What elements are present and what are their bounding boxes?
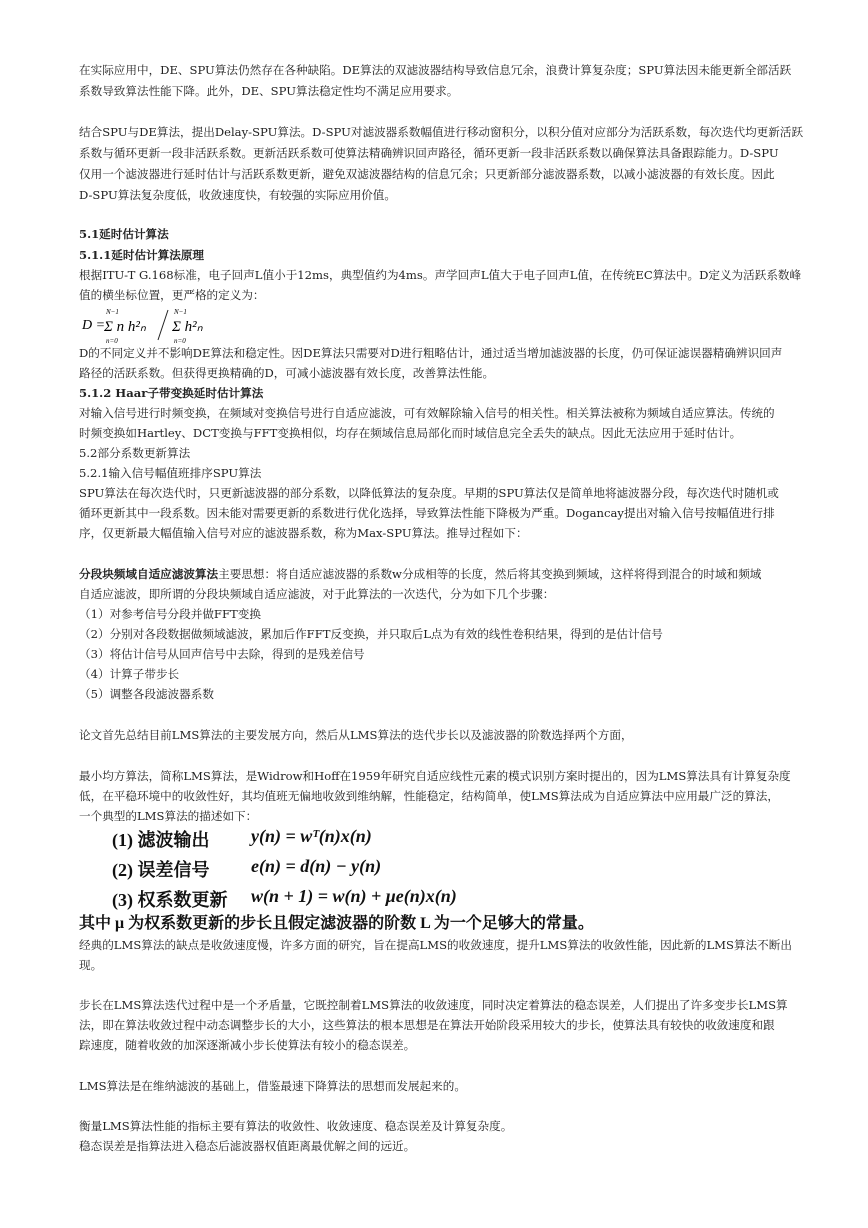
paragraph-line: 现。 [79, 958, 103, 972]
lms-step-label: (3) 权系数更新 [112, 890, 228, 910]
subsection-heading: 5.2.1输入信号幅值班排序SPU算法 [79, 466, 262, 480]
paragraph-line: SPU算法在每次迭代时，只更新滤波器的部分系数，以降低算法的复杂度。早期的SPU算法仅是简单地将滤波器分段，每次迭代时随机或 [79, 486, 779, 500]
lms-step-equation: w(n + 1) = w(n) + μe(n)x(n) [251, 886, 457, 906]
subsection-heading: 5.1.2 Haar子带变换延时估计算法 [79, 386, 264, 400]
paragraph-line: 路径的活跃系数。但获得更换精确的D，可减小滤波器有效长度，改善算法性能。 [79, 366, 495, 380]
lms-note: 其中 μ 为权系数更新的步长且假定滤波器的阶数 L 为一个足够大的常量。 [79, 915, 594, 932]
formula-upper-limit: N−1 [106, 308, 119, 316]
section-heading: 5.1延时估计算法 [79, 227, 169, 241]
lms-step-equation: y(n) = wᵀ(n)x(n) [251, 826, 372, 846]
paragraph-line: 时频变换如Hartley、DCT变换与FFT变换相似，均存在频域信息局部化而时域信息完全丢失的缺点。因此无法应用于延时估计。 [79, 426, 742, 440]
lms-step-label: (2) 误差信号 [112, 860, 210, 880]
formula-denominator: Σ h²ₙ [172, 319, 203, 335]
paragraph-line: D-SPU算法复杂度低，收敛速度快，有较强的实际应用价值。 [79, 188, 396, 202]
paragraph-line: 衡量LMS算法性能的指标主要有算法的收敛性、收敛速度、稳态误差及计算复杂度。 [79, 1119, 513, 1133]
formula-divider [158, 310, 168, 340]
paragraph-text: 主要思想：将自适应滤波器的系数w分成相等的长度，然后将其变换到频域，这样将得到混合的时域和频域 [218, 567, 762, 581]
formula-upper-limit: N−1 [174, 308, 187, 316]
bold-term: 分段块频域自适应滤波算法 [79, 567, 219, 581]
section-heading: 5.2部分系数更新算法 [79, 446, 191, 460]
formula-lower-limit: n=0 [174, 337, 186, 345]
paragraph-line: 值的横坐标位置，更严格的定义为： [79, 288, 265, 302]
paragraph-line: 论文首先总结目前LMS算法的主要发展方向，然后从LMS算法的迭代步长以及滤波器的阶数选择两个方面， [79, 728, 633, 742]
paragraph-line: LMS算法是在维纳滤波的基础上，借鉴最速下降算法的思想而发展起来的。 [79, 1079, 466, 1093]
list-item: （2）分别对各段数据做频域滤波，累加后作FFT反变换，并只取后L点为有效的线性卷积结果，得到的是估计信号 [79, 627, 663, 641]
formula-d-graphic [80, 306, 240, 346]
lms-step-equation: e(n) = d(n) − y(n) [251, 856, 382, 876]
paragraph-line: 根据ITU-T G.168标准，电子回声L值小于12ms，典型值约为4ms。声学回声L值大于电子回声L值，在传统EC算法中。D定义为活跃系数峰 [79, 268, 802, 282]
paragraph-line: 对输入信号进行时频变换，在频域对变换信号进行自适应滤波，可有效解除输入信号的相关性。相关算法被称为频域自适应算法。传统的 [79, 406, 775, 420]
paragraph-line: 序，仅更新最大幅值输入信号对应的滤波器系数，称为Max-SPU算法。推导过程如下： [79, 526, 528, 540]
formula-numerator: Σ n h²ₙ [104, 319, 146, 335]
paragraph-line: 低，在平稳环境中的收敛性好，其均值班无偏地收敛到维纳解，性能稳定，结构简单，使LMS算法成为自适应算法中应用最广泛的算法， [79, 789, 779, 803]
paragraph-line: 法，即在算法收敛过程中动态调整步长的大小，这些算法的根本思想是在算法开始阶段采用较大的步长，使算法具有较快的收敛速度和跟 [79, 1018, 775, 1032]
paragraph-line: 结合SPU与DE算法，提出Delay-SPU算法。D-SPU对滤波器系数幅值进行移动窗积分，以积分值对应部分为活跃系数，每次迭代均更新活跃 [79, 125, 804, 139]
formula-lower-limit: n=0 [106, 337, 118, 345]
paragraph-line: 一个典型的LMS算法的描述如下： [79, 809, 258, 823]
paragraph-line: 在实际应用中，DE、SPU算法仍然存在各种缺陷。DE算法的双滤波器结构导致信息冗余，浪费计算复杂度；SPU算法因未能更新全部活跃 [79, 63, 792, 77]
list-item: （5）调整各段滤波器系数 [79, 687, 214, 701]
lms-step [79, 856, 619, 882]
paragraph-line: 稳态误差是指算法进入稳态后滤波器权值距离最优解之间的远近。 [79, 1139, 416, 1153]
paragraph-line: 循环更新其中一段系数。因未能对需要更新的系数进行优化选择，导致算法性能下降极为严重。Dogancay提出对输入信号按幅值进行排 [79, 506, 775, 520]
paragraph-line: 最小均方算法，简称LMS算法，是Widrow和Hoff在1959年研究自适应线性元素的模式识别方案时提出的，因为LMS算法具有计算复杂度 [79, 769, 791, 783]
lms-step-label: (1) 滤波输出 [112, 830, 210, 850]
subsection-heading: 5.1.1延时估计算法原理 [79, 248, 205, 262]
paragraph-line: 步长在LMS算法迭代过程中是一个矛盾量，它既控制着LMS算法的收敛速度，同时决定着算法的稳态误差，人们提出了许多变步长LMS算 [79, 998, 788, 1012]
formula-lhs: D = [82, 318, 106, 333]
lms-step [79, 886, 619, 912]
paragraph-line: 仅用一个滤波器进行延时估计与活跃系数更新，避免双滤波器结构的信息冗余；只更新部分滤波器系数，以减小滤波器的有效长度。因此 [79, 167, 775, 181]
list-item: （4）计算子带步长 [79, 667, 180, 681]
paragraph-line: 经典的LMS算法的缺点是收敛速度慢，许多方面的研究，旨在提高LMS的收敛速度，提升LMS算法的收敛性能，因此新的LMS算法不断出 [79, 938, 792, 952]
list-item: （1）对参考信号分段并做FFT变换 [79, 607, 261, 621]
paragraph-line: 系数导致算法性能下降。此外，DE、SPU算法稳定性均不满足应用要求。 [79, 84, 459, 98]
lms-step [79, 826, 619, 852]
list-item: （3）将估计信号从回声信号中去除，得到的是残差信号 [79, 647, 365, 661]
formula-d-definition [80, 306, 240, 346]
paragraph-line: 系数与循环更新一段非活跃系数。更新活跃系数可使算法精确辨识回声路径，循环更新一段非活跃系数以确保算法具备跟踪能力。D-SPU [79, 146, 779, 160]
paragraph-line [79, 566, 791, 582]
paragraph-line: D的不同定义并不影响DE算法和稳定性。因DE算法只需要对D进行粗略估计，通过适当增加滤波器的长度，仍可保证滤误器精确辨识回声 [79, 346, 783, 360]
paragraph-line: 自适应滤波，即所谓的分段块频域自适应滤波，对于此算法的一次迭代，分为如下几个步骤： [79, 587, 555, 601]
lms-algorithm-figure [79, 824, 619, 936]
paragraph-line: 踪速度，随着收敛的加深逐渐减小步长使算法有较小的稳态误差。 [79, 1038, 416, 1052]
